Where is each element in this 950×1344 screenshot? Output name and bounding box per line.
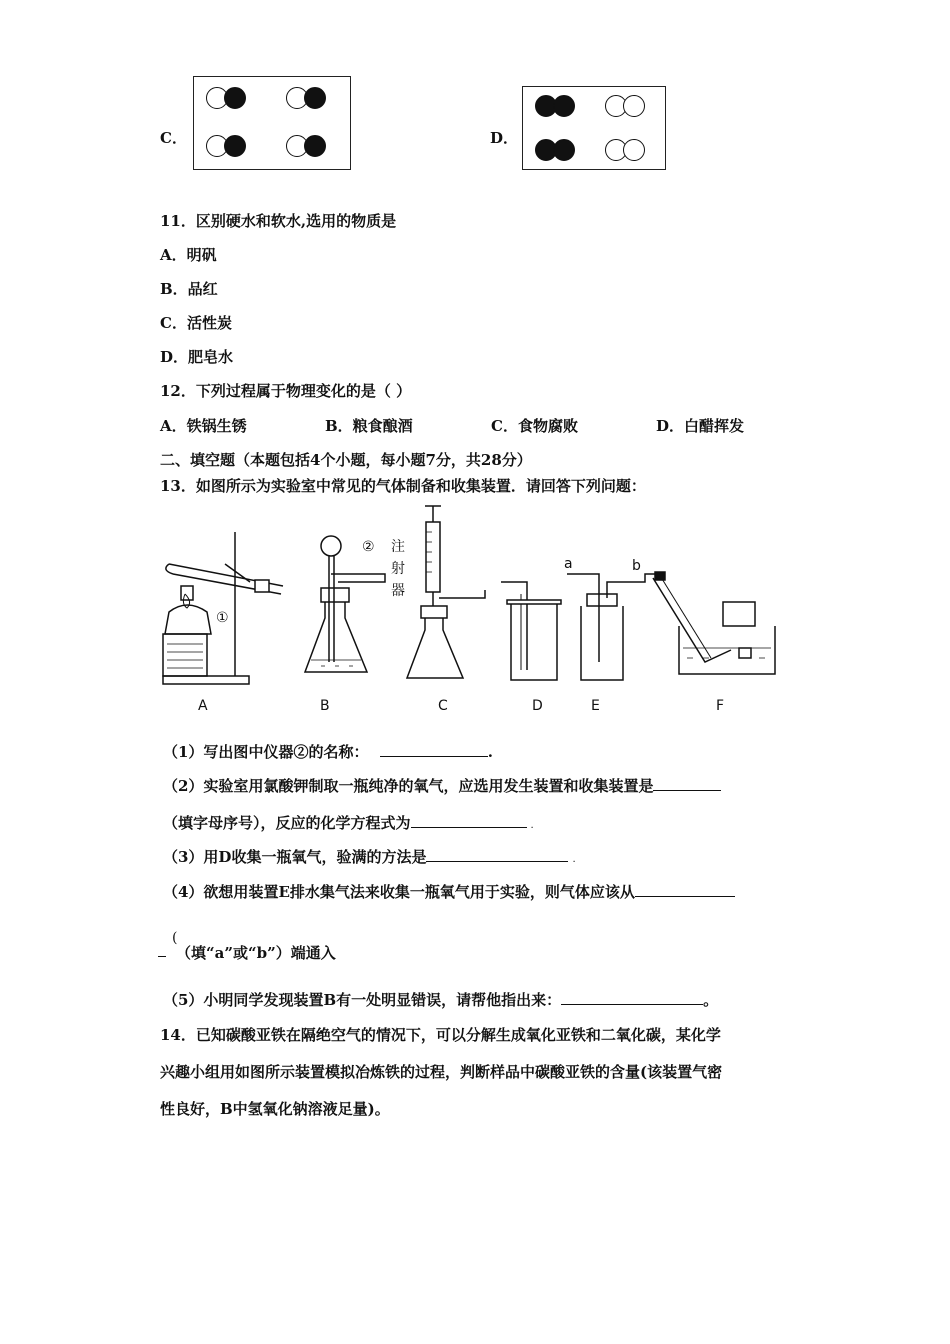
syringe-char-3: 器 <box>391 583 405 599</box>
q13-sub4-line1: （4）欲想用装置E排水集气法来收集一瓶氧气用于实验，则气体应该从 <box>163 882 735 902</box>
q13-sub2-line2: （填字母序号），反应的化学方程式为 . <box>163 814 534 832</box>
figure-label-e: E <box>591 698 600 714</box>
figure-label-b: B <box>320 698 330 714</box>
black-atom <box>224 135 246 157</box>
q14-line1: 14．已知碳酸亚铁在隔绝空气的情况下，可以分解生成氧化亚铁和二氧化碳，某化学 <box>160 1026 721 1044</box>
q11-option-a: A．明矾 <box>160 246 217 264</box>
q12-option-c: C．食物腐败 <box>491 417 578 435</box>
q11-stem: 11．区别硬水和软水,选用的物质是 <box>160 212 397 230</box>
q14-line3: 性良好，B中氢氧化钠溶液足量)。 <box>160 1100 390 1118</box>
marker-2: ② <box>362 539 375 555</box>
port-a-label: a <box>564 556 573 572</box>
apparatus-f <box>653 572 775 674</box>
figure-label-a: A <box>198 698 208 714</box>
q13-sub4-paren: ( <box>172 930 178 946</box>
section-title: 二、填空题（本题包括4个小题，每小题7分，共28分） <box>160 451 532 469</box>
q13-sub4-line2: （填“a”或“b”）端通入 <box>176 944 336 962</box>
white-atom <box>623 139 645 161</box>
answer-blank-2b[interactable] <box>411 813 527 828</box>
apparatus-a <box>163 532 283 684</box>
black-atom <box>553 139 575 161</box>
figure-label-f: F <box>716 698 725 714</box>
q13-sub3: （3）用D收集一瓶氧气，验满的方法是 . <box>163 848 576 866</box>
q12-stem: 12．下列过程属于物理变化的是（ ） <box>160 382 412 400</box>
marker-1: ① <box>216 610 229 626</box>
answer-blank-4[interactable] <box>635 882 735 897</box>
figure-label-c: C <box>438 698 448 714</box>
answer-blank-4-cont[interactable] <box>158 940 166 957</box>
apparatus-e <box>567 574 657 680</box>
port-b-label: b <box>632 558 641 574</box>
figure-label-d: D <box>532 698 543 714</box>
option-c-label: C． <box>160 129 187 147</box>
black-atom <box>553 95 575 117</box>
q12-option-b: B．粮食酿酒 <box>325 417 413 435</box>
black-atom <box>304 135 326 157</box>
answer-blank-3[interactable] <box>426 847 568 862</box>
option-c-diagram <box>193 76 351 170</box>
q12-option-d: D．白醋挥发 <box>656 417 745 435</box>
apparatus-d <box>501 582 561 680</box>
q13-stem: 13．如图所示为实验室中常见的气体制备和收集装置．请回答下列问题： <box>160 477 646 495</box>
q11-option-c: C．活性炭 <box>160 314 232 332</box>
q13-sub2-line1: （2）实验室用氯酸钾制取一瓶纯净的氧气，应选用发生装置和收集装置是 <box>163 776 721 796</box>
apparatus-figure <box>155 502 795 722</box>
q11-option-d: D．肥皂水 <box>160 348 234 366</box>
syringe-char-1: 注 <box>391 539 405 555</box>
answer-blank-2a[interactable] <box>653 776 721 791</box>
q14-line2: 兴趣小组用如图所示装置模拟冶炼铁的过程，判断样品中碳酸亚铁的含量(该装置气密 <box>160 1063 723 1081</box>
white-atom <box>623 95 645 117</box>
apparatus-b <box>305 536 385 672</box>
q13-sub5: （5）小明同学发现装置B有一处明显错误，请帮他指出来： 。 <box>163 991 719 1009</box>
q13-sub1: （1）写出图中仪器②的名称： . <box>163 743 493 761</box>
syringe-char-2: 射 <box>391 561 405 577</box>
answer-blank-1[interactable] <box>380 742 488 757</box>
q12-option-a: A．铁锅生锈 <box>160 417 247 435</box>
answer-blank-5[interactable] <box>561 990 703 1005</box>
black-atom <box>304 87 326 109</box>
black-atom <box>224 87 246 109</box>
option-d-diagram <box>522 86 666 170</box>
apparatus-c <box>407 506 485 678</box>
option-d-label: D． <box>490 129 519 147</box>
q11-option-b: B．品红 <box>160 280 218 298</box>
